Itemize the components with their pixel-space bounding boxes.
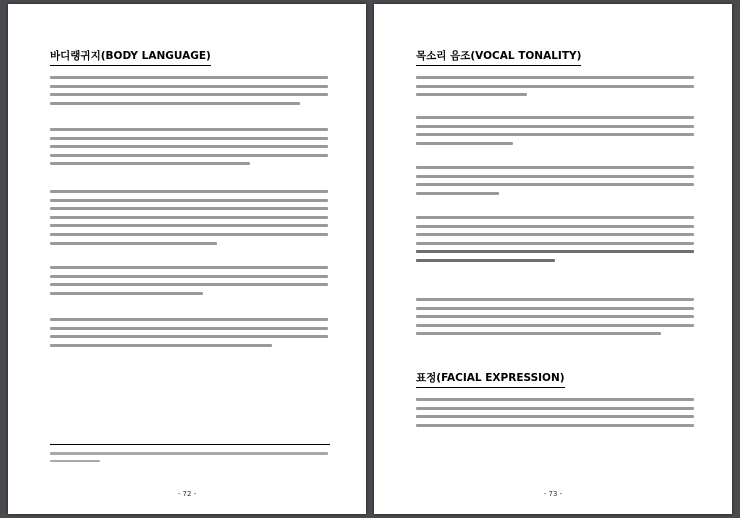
body-text-paragraph — [416, 116, 694, 150]
body-text-paragraph — [416, 216, 694, 268]
body-text-paragraph — [50, 318, 328, 352]
body-text-paragraph — [416, 398, 694, 432]
left-page — [8, 4, 366, 514]
body-text-paragraph — [50, 190, 328, 250]
page-heading: 바디랭귀지(BODY LANGUAGE) — [50, 48, 211, 66]
body-text-paragraph — [50, 128, 328, 171]
footnote-divider — [50, 444, 330, 445]
body-text-paragraph — [416, 298, 694, 341]
right-page — [374, 4, 732, 514]
body-text-paragraph — [416, 166, 694, 200]
section-heading: 표정(FACIAL EXPRESSION) — [416, 370, 565, 388]
page-heading: 목소리 음조(VOCAL TONALITY) — [416, 48, 581, 66]
body-text-paragraph — [50, 266, 328, 300]
page-number: - 73 - — [543, 490, 563, 498]
body-text-paragraph — [50, 76, 328, 110]
page-number: - 72 - — [177, 490, 197, 498]
footnote — [50, 452, 328, 467]
body-text-paragraph — [416, 76, 694, 102]
